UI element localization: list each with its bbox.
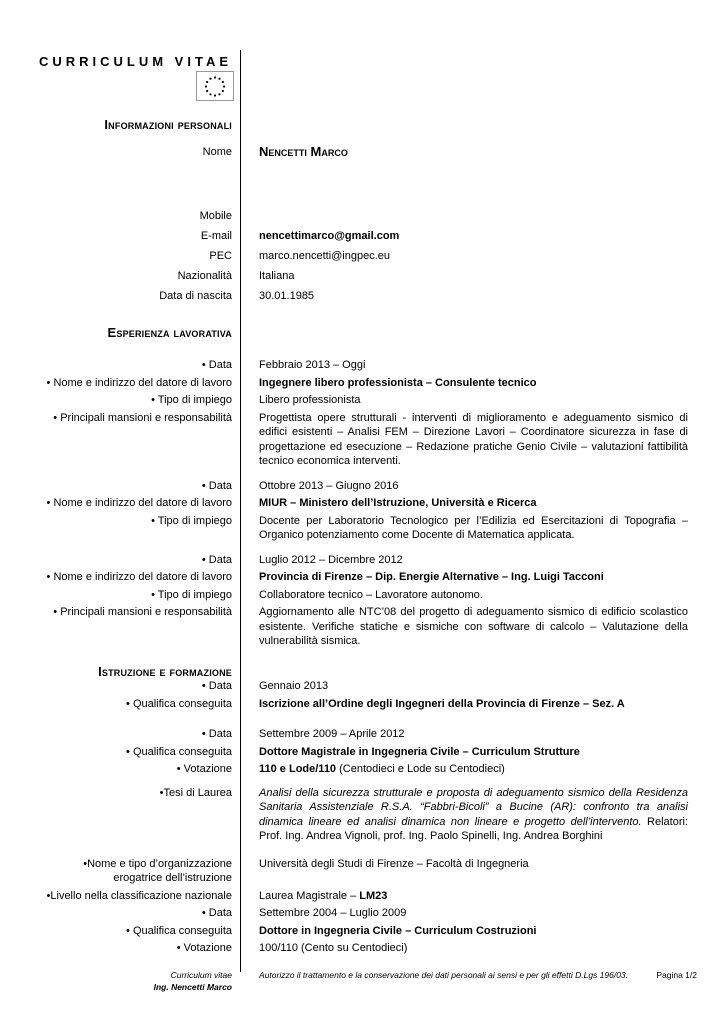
job3-mansioni-value: Aggiornamento alle NTC’08 del progetto di adeguamento sismico di edificio scolastico esistente. Verifiche statiche e sismiche con software di calcolo – Valutazione della vulnerabilità sismica. [259,606,688,647]
edu3-qualifica-row [0,924,725,939]
section-heading-personal: Informazioni personali [104,117,232,132]
livello-label: •Livello nella classificazione nazionale [46,889,232,902]
footer-left [0,970,240,993]
tesi-title: Analisi della sicurezza strutturale e proposta di adeguamento sismico della Residenza Sanitaria Assistenziale R.S.A. “Fabbri-Bicoli” a Bucine (AR): confronto tra analisi dinamica lineare ed analisi dinamica non lineare e progetto dell’intervento. [259,786,688,828]
data-label: • Data [201,907,232,919]
job1-data-value: Febbraio 2013 – Oggi [259,359,366,371]
datore-label: • Nome e indirizzo del datore di lavoro [46,571,232,583]
email-label: E-mail [200,230,232,242]
tesi-relatori: Relatori: Prof. Ing. Andrea Vignoli, prof. Ing. Paolo Spinelli, Ing. Andrea Borghini [259,815,688,842]
org-row [0,857,725,886]
row-nome [0,145,725,160]
livello-text: Laurea Magistrale – [259,889,360,902]
row-pec [0,249,725,264]
job3-tipo-row [0,588,725,603]
tesi-value [240,786,725,844]
edu2-data-value: Settembre 2009 – Aprile 2012 [259,728,405,740]
edu2-qualifica-row [0,745,725,760]
livello-value [240,889,725,904]
footer-privacy-note: Autorizzo il trattamento e la conservazione dei dati personali ai sensi e per gli effetti D.Lgs 196/03. [259,970,629,980]
row-email [0,229,725,244]
tipo-label: • Tipo di impiego [151,514,232,527]
title-row [0,55,725,70]
flag-cell [0,71,240,105]
section-experience-heading-row [0,326,725,341]
data-label: • Data [201,553,232,566]
org-label [0,857,240,886]
job3-mansioni-row [0,605,725,649]
tesi-row [0,786,725,844]
org-value: Università degli Studi di Firenze – Facoltà di Ingegneria [259,857,529,870]
job1-tipo-value: Libero professionista [259,394,361,406]
job-block-1 [0,358,725,469]
job2-datore-row [0,496,725,511]
job3-data-value: Luglio 2012 – Dicembre 2012 [259,553,403,566]
mobile-label: Mobile [199,210,232,222]
footer-page-number: Pagina 1/2 [656,970,697,980]
edu3-qualifica-value: Dottore in Ingegneria Civile – Curriculum Costruzioni [259,924,537,937]
nascita-value: 30.01.1985 [259,290,315,302]
edu1-qualifica-row [0,697,725,712]
section-education-heading-row [0,665,725,680]
nazionalita-value: Italiana [259,270,295,282]
job3-data-row [0,553,725,568]
edu1-data-value: Gennaio 2013 [259,680,329,692]
job2-data-value: Ottobre 2013 – Giugno 2016 [259,479,399,492]
education-block-3 [0,906,725,956]
eu-flag-icon [196,71,234,101]
edu1-qualifica-value: Iscrizione all’Ordine degli Ingegneri della Provincia di Firenze – Sez. A [259,697,625,710]
tipo-label: • Tipo di impiego [151,394,232,406]
mansioni-label: • Principali mansioni e responsabilità [53,411,232,424]
data-label: • Data [201,680,232,692]
votazione-label: • Votazione [176,763,232,775]
contact-group [0,209,725,304]
tipo-label: • Tipo di impiego [151,588,232,601]
page-title: CURRICULUM VITAE [38,54,232,69]
data-label: • Data [201,359,232,371]
livello-code: LM23 [359,889,388,902]
edu2-votazione-value [240,762,725,777]
row-nazionalita [0,269,725,284]
job1-datore-value: Ingegnere libero professionista – Consulente tecnico [259,376,537,389]
livello-row [0,889,725,904]
job1-data-row [0,358,725,373]
job3-tipo-value: Collaboratore tecnico – Lavoratore autonomo. [259,588,483,601]
flag-row [0,71,725,105]
education-block-1 [0,679,725,711]
page-footer [0,970,725,993]
tesi-label: •Tesi di Laurea [159,786,232,799]
job1-datore-row [0,376,725,391]
section-personal-heading-row [0,118,725,133]
job2-data-row [0,479,725,494]
job1-mansioni-row [0,411,725,469]
pec-value: marco.nencetti@ingpec.eu [259,250,391,262]
data-label: • Data [201,728,232,740]
education-block-2 [0,727,725,777]
edu2-votazione-row [0,762,725,777]
qualifica-label: • Qualifica conseguita [126,745,232,758]
edu3-data-value: Settembre 2004 – Luglio 2009 [259,907,407,919]
pec-label: PEC [209,250,232,262]
edu3-votazione-value: 100/110 (Cento su Centodieci) [259,942,408,954]
section-heading-education: Istruzione e formazione [98,663,232,679]
job1-tipo-row [0,393,725,408]
job3-datore-value: Provincia di Firenze – Dip. Energie Alternative – Ing. Luigi Tacconi [259,571,604,583]
mansioni-label: • Principali mansioni e responsabilità [53,606,232,618]
edu2-data-row [0,727,725,742]
job2-tipo-row [0,514,725,543]
qualifica-label: • Qualifica conseguita [126,697,232,710]
votazione-label: • Votazione [176,942,232,954]
votazione-note: (Centodieci e Lode su Centodieci) [336,763,505,775]
nome-value: Nencetti Marco [259,143,348,159]
votazione-grade: 110 e Lode/110 [259,763,337,775]
org-label-line2: erogatrice dell’istruzione [113,872,232,884]
edu3-data-row [0,906,725,921]
nascita-label: Data di nascita [159,290,232,302]
qualifica-label: • Qualifica conseguita [126,924,232,937]
footer-doc-type: Curriculum vitae [170,970,232,980]
data-label: • Data [201,479,232,492]
edu3-votazione-row [0,941,725,956]
email-value: nencettimarco@gmail.com [259,230,400,242]
job2-tipo-value: Docente per Laboratorio Tecnologico per l’Edilizia ed Esercitazioni di Topografia – Organico potenziamento come Docente di Matematica applicata. [259,514,688,541]
row-mobile [0,209,725,224]
nazionalita-label: Nazionalità [177,270,232,282]
edu2-qualifica-value: Dottore Magistrale in Ingegneria Civile – Curriculum Strutture [259,745,580,758]
datore-label: • Nome e indirizzo del datore di lavoro [46,497,232,509]
nome-label: Nome [202,145,232,158]
job2-datore-value: MIUR – Ministero dell’Istruzione, Università e Ricerca [259,497,537,509]
section-heading-experience: Esperienza lavorativa [107,324,232,340]
edu1-data-row [0,679,725,694]
datore-label: • Nome e indirizzo del datore di lavoro [46,376,232,389]
job3-datore-row [0,570,725,585]
footer-author: Ing. Nencetti Marco [153,981,232,992]
row-data-nascita [0,289,725,304]
job1-mansioni-value: Progettista opere strutturali - interventi di miglioramento e adeguamento sismico di edifici esistenti – Analisi FEM – Direzione Lavori – Coordinatore sicurezza in fase di progettazione ed esecuzione – Redazione pratiche Genio Civile – valutazioni fattibilità tecnico economica interventi. [259,411,688,467]
job-block-3 [0,553,725,649]
job-block-2 [0,479,725,543]
org-label-line1: •Nome e tipo d’organizzazione [83,857,232,870]
